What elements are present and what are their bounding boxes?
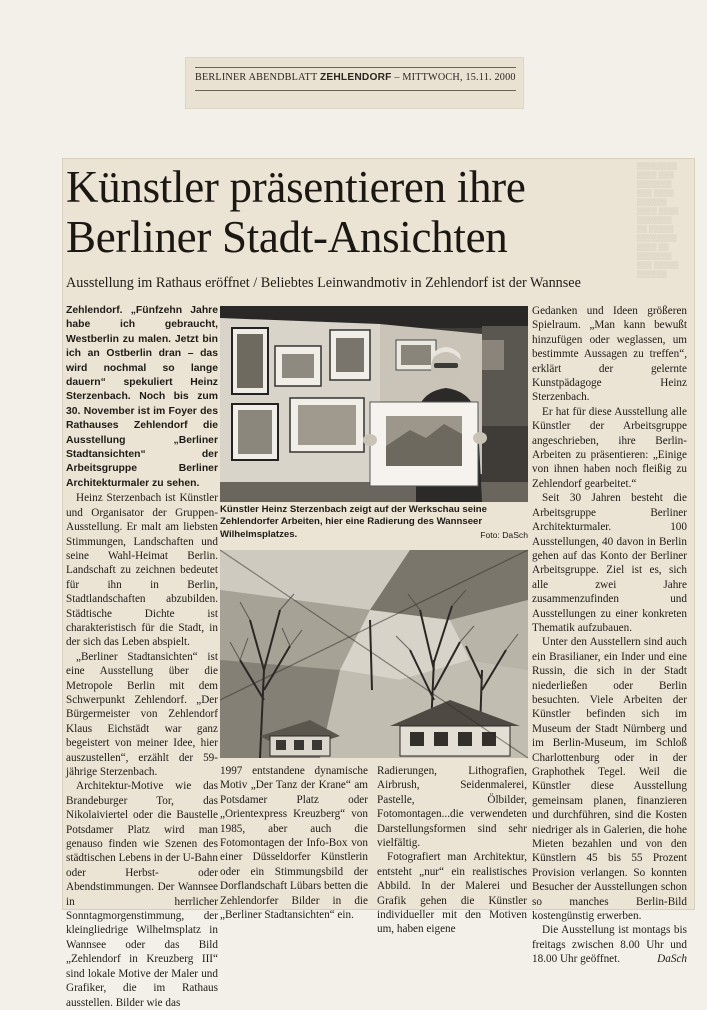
paragraph: Fotografiert man Architektur, entsteht „nur“ ein realistisches Abbild. In der Malerei und Grafik gehen die Künstler individueller mit den Motiven um, haben eigene [377,851,527,936]
paragraph: Unter den Ausstellern sind auch ein Brasilianer, ein Inder und eine Russin, die sich in der Stadt niederließen oder Berlin besuchten. Viele Arbeiten der Künstler befinden sich im Museum der Stadt Nürnberg und im Berlin-Museum, im Schloß Charlottenburg oder in der Graphothek Tegel. Weil die Künstler diese Ausstellung gemeinsam planen, finanzieren und durchführen, sind die Kosten niedriger als in Galerien, die hohe Mieten bezahlen und von den Künstlern 45 bis 55 Prozent Provision verlangen. So konnten Besucher der Ausstellungen schon so manches Berlin-Bild kostengünstig erwerben. [532,636,687,923]
masthead-edition: ZEHLENDORF [319,72,392,83]
paragraph: Er hat für diese Ausstellung alle Künstler der Arbeitsgruppe angeschrieben, ihre Berlin-Arbeiten zu präsentieren: „Einige von ihnen haben noch fleißig zu Zehlendorf gearbeitet.“ [532,405,687,490]
bleed-through-adjacent-text: ▒▒▒▒▒▒▒▒ ▒▒▒▒ ▒▒▒ ▒▒▒▒▒▒▒ ▒▒▒ ▒▒▒▒ ▒▒▒▒▒▒ ▒▒▒▒ ▒▒▒▒ ▒▒▒▒▒▒▒ ▒▒ ▒▒▒▒▒ ▒▒▒▒▒▒▒▒ ▒▒▒▒ ▒▒ ▒▒▒▒▒▒▒ ▒▒▒ ▒▒▒▒▒ ▒▒▒▒▒▒ [637,163,679,278]
article-clipping [62,158,695,1009]
paragraph: Heinz Sterzenbach ist Künstler und Organisator der Gruppen-Ausstellung. Er malt am liebsten Stimmungen, Landschaften und seine Wahl-Heimat Berlin. Landschaft zu zeichnen bedeutet für ihn in Berlin, Stadtlandschaften abzubilden. Städtische Dichte ist charakteristisch für die Stadt, in der sich das Leben abspielt. [66,492,218,649]
paragraph: Seit 30 Jahren besteht die Arbeitsgruppe Berliner Architekturmaler. 100 Ausstellungen, 40 davon in Berlin gehen auf das Konto der Berliner Arbeitsgruppe. Ziel ist es, sich alle zwei Jahre zusammenzufinden und Ausstellungen zu einer konkreten Thematik aufzubauen. [532,492,687,634]
article-subheadline: Ausstellung im Rathaus eröffnet / Beliebtes Leinwandmotiv in Zehlendorf ist der Wannsee [66,275,581,291]
caption-text: Künstler Heinz Sterzenbach zeigt auf der Werkschau seine Zehlendorfer Arbeiten, hier eine Radierung des Wannseer Wilhelmsplatzes. [220,504,487,540]
lead-paragraph: Zehlendorf. „Fünfzehn Jahre habe ich gebraucht, Westberlin zu malen. Jetzt bin ich an Ostberlin dran – das wird nochmal so lange dauern“ spekuliert Heinz Sterzenbach. Noch bis zum 30. November ist im Foyer des Rathauses Zehlendorf die Ausstellung „Berliner Stadtansichten“ der Arbeitsgruppe Berliner Architekturmaler zu sehen. [66,305,218,489]
masthead-text [195,72,517,83]
photo-credit: Foto: DaSch [480,529,528,540]
paragraph: 1997 entstandene dynamische Motiv „Der Tanz der Krane“ am Potsdamer Platz oder „Orientexpress Kreuzberg“ von 1985, aber auch die Fotomontagen der Info-Box von einer Düsseldorfer Künstlerin oder ein Stimmungsbild der Dorflandschaft Lübars betten die Zehlendorfer Bilder in die „Berliner Stadtansichten“ ein. [220,765,368,922]
masthead-rule-bottom [195,90,516,91]
photo-artist-with-etching [220,306,528,502]
paragraph: „Berliner Stadtansichten“ ist eine Ausstellung über die Metropole Berlin mit dem Schwerpunkt Zehlendorf. „Der Bürgermeister von Zehlendorf Klaus Eichstädt war ganz begeistert von meiner Idee, hier auszustellen“, erzählt der 59-jährige Sterzenbach. [66,650,218,778]
article-column-4 [532,304,687,966]
paragraph [532,923,687,966]
masthead-date: – MITTWOCH, 15.11. 2000 [394,72,516,83]
article-headline [66,162,526,262]
masthead-rule-top [195,67,516,68]
paragraph: Architektur-Motive wie das Brandeburger Tor, das Nikolaiviertel oder die Baustelle Potsdamer Platz wird man genauso finden wie Szenen des städtischen Lebens in der U-Bahn oder Herbst- oder Abendstimmungen. Der Wannsee in herrlicher Sonntagmorgenstimmung, der kleingliedrige Wilhelmsplatz in Wannsee oder das Bild „Zehlendorf in Kreuzberg III“ sind lokale Motive der Maler und Grafiker, die im Rathaus ausstellen. Bilder wie das [66,780,218,1009]
masthead-clipping [185,57,524,109]
paragraph: Radierungen, Lithografien, Airbrush, Seidenmalerei, Pastelle, Ölbilder, Fotomontagen...die verwendeten Darstellungsformen sind sehr vielfältig. [377,765,527,850]
masthead-paper: BERLINER ABENDBLATT [195,72,318,83]
headline-line-1: Künstler präsentieren ihre [66,162,526,212]
article-column-2 [220,764,368,922]
photo-artwork-wannsee [220,550,528,758]
photo-artwork-image [220,550,528,758]
photo-artist-image [220,306,528,502]
photo-caption [220,504,528,541]
closing-sentence: Die Ausstellung ist montags bis freitags zwischen 8.00 Uhr und 18.00 Uhr geöffnet. [532,924,687,966]
headline-line-2: Berliner Stadt-Ansichten [66,212,508,262]
author-signature: DaSch [657,953,687,966]
paragraph: Gedanken und Ideen größeren Spielraum. „Man kann bewußt hinzufügen oder weglassen, um bestimmte Aussagen zu treffen“, erklärt der gelernte Kunstpädagoge Heinz Sterzenbach. [532,305,687,404]
article-column-1 [62,304,218,1009]
article-column-3 [377,764,527,936]
